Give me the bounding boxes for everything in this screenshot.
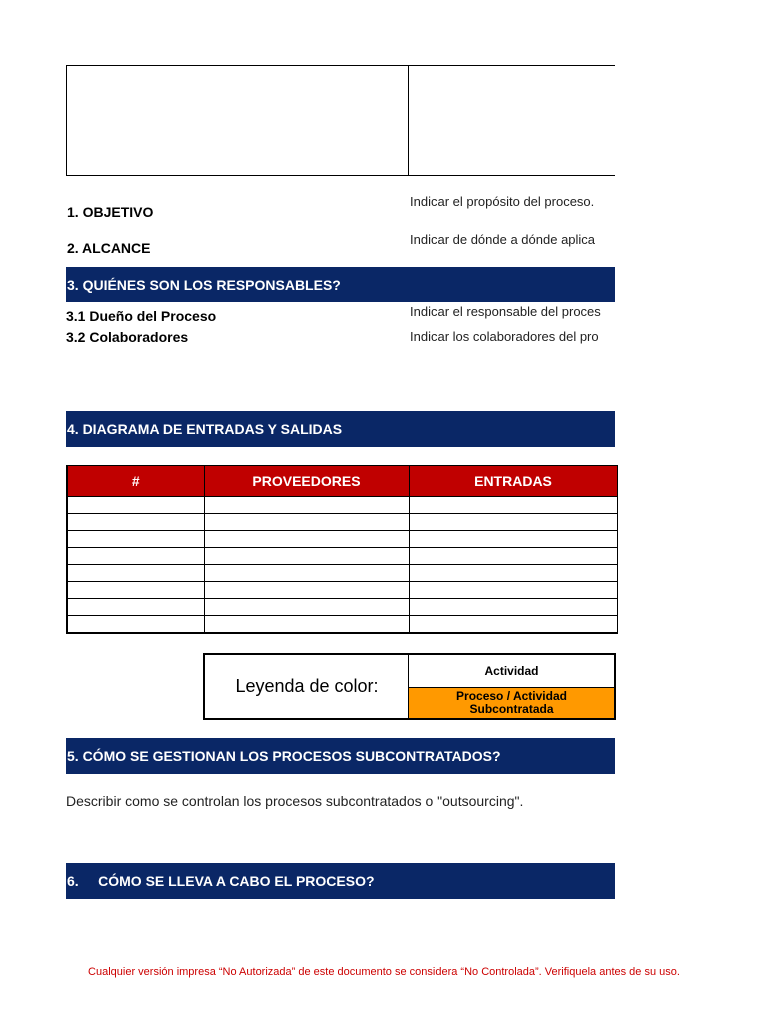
- table-cell[interactable]: [409, 599, 617, 616]
- table-cell[interactable]: [409, 548, 617, 565]
- legend-title: Leyenda de color:: [235, 676, 379, 696]
- table-cell[interactable]: [409, 497, 617, 514]
- dueno-desc: Indicar el responsable del proces: [410, 304, 601, 319]
- legend-subcontratada-label: Proceso / Actividad Subcontratada: [456, 689, 567, 716]
- table-cell[interactable]: [67, 497, 204, 514]
- table-cell[interactable]: [67, 599, 204, 616]
- table-row: [67, 599, 617, 616]
- alcance-label: 2. ALCANCE: [67, 240, 151, 256]
- table-cell[interactable]: [409, 514, 617, 531]
- table-cell[interactable]: [204, 565, 409, 582]
- subcontratados-desc: Describir como se controlan los procesos subcontratados o "outsourcing".: [66, 793, 524, 809]
- col-header-number: #: [67, 466, 204, 497]
- colab-desc: Indicar los colaboradores del pro: [410, 329, 599, 344]
- table-row: [67, 531, 617, 548]
- header-box: [66, 65, 615, 176]
- table-cell[interactable]: [204, 582, 409, 599]
- banner-diagrama: 4. DIAGRAMA DE ENTRADAS Y SALIDAS: [66, 411, 615, 447]
- table-cell[interactable]: [409, 616, 617, 634]
- table-row: [67, 616, 617, 634]
- table-cell[interactable]: [204, 531, 409, 548]
- table-cell[interactable]: [204, 616, 409, 634]
- banner-proceso: 6. CÓMO SE LLEVA A CABO EL PROCESO?: [66, 863, 615, 899]
- table-row: [67, 514, 617, 531]
- table-cell[interactable]: [204, 599, 409, 616]
- col-header-proveedores: PROVEEDORES: [204, 466, 409, 497]
- table-cell[interactable]: [204, 497, 409, 514]
- io-table: [66, 465, 618, 634]
- legend-subcontratada: [409, 687, 614, 718]
- footer-disclaimer: Cualquier versión impresa “No Autorizada” de este documento se considera “No Controlada”. Verifiquela antes de su uso.: [88, 966, 680, 978]
- objetivo-label: 1. OBJETIVO: [67, 204, 154, 220]
- table-row: [67, 565, 617, 582]
- table-cell[interactable]: [67, 531, 204, 548]
- legend-actividad: Actividad: [484, 663, 539, 678]
- table-row: [67, 582, 617, 599]
- alcance-desc: Indicar de dónde a dónde aplica: [410, 232, 596, 247]
- table-cell[interactable]: [67, 582, 204, 599]
- table-cell[interactable]: [67, 565, 204, 582]
- table-cell[interactable]: [67, 548, 204, 565]
- banner-responsables: 3. QUIÉNES SON LOS RESPONSABLES?: [66, 267, 615, 302]
- banner-subcontratados: 5. CÓMO SE GESTIONAN LOS PROCESOS SUBCONTRATADOS?: [66, 738, 615, 774]
- colab-label: 3.2 Colaboradores: [66, 329, 189, 345]
- table-row: [67, 497, 617, 514]
- table-cell[interactable]: [204, 514, 409, 531]
- table-cell[interactable]: [409, 582, 617, 599]
- table-cell[interactable]: [409, 531, 617, 548]
- header-divider: [408, 65, 409, 176]
- dueno-label: 3.1 Dueño del Proceso: [66, 308, 217, 324]
- table-cell[interactable]: [67, 514, 204, 531]
- table-cell[interactable]: [409, 565, 617, 582]
- objetivo-desc: Indicar el propósito del proceso.: [410, 194, 595, 209]
- table-cell[interactable]: [67, 616, 204, 634]
- col-header-entradas: ENTRADAS: [409, 466, 617, 497]
- table-row: [67, 548, 617, 565]
- table-cell[interactable]: [204, 548, 409, 565]
